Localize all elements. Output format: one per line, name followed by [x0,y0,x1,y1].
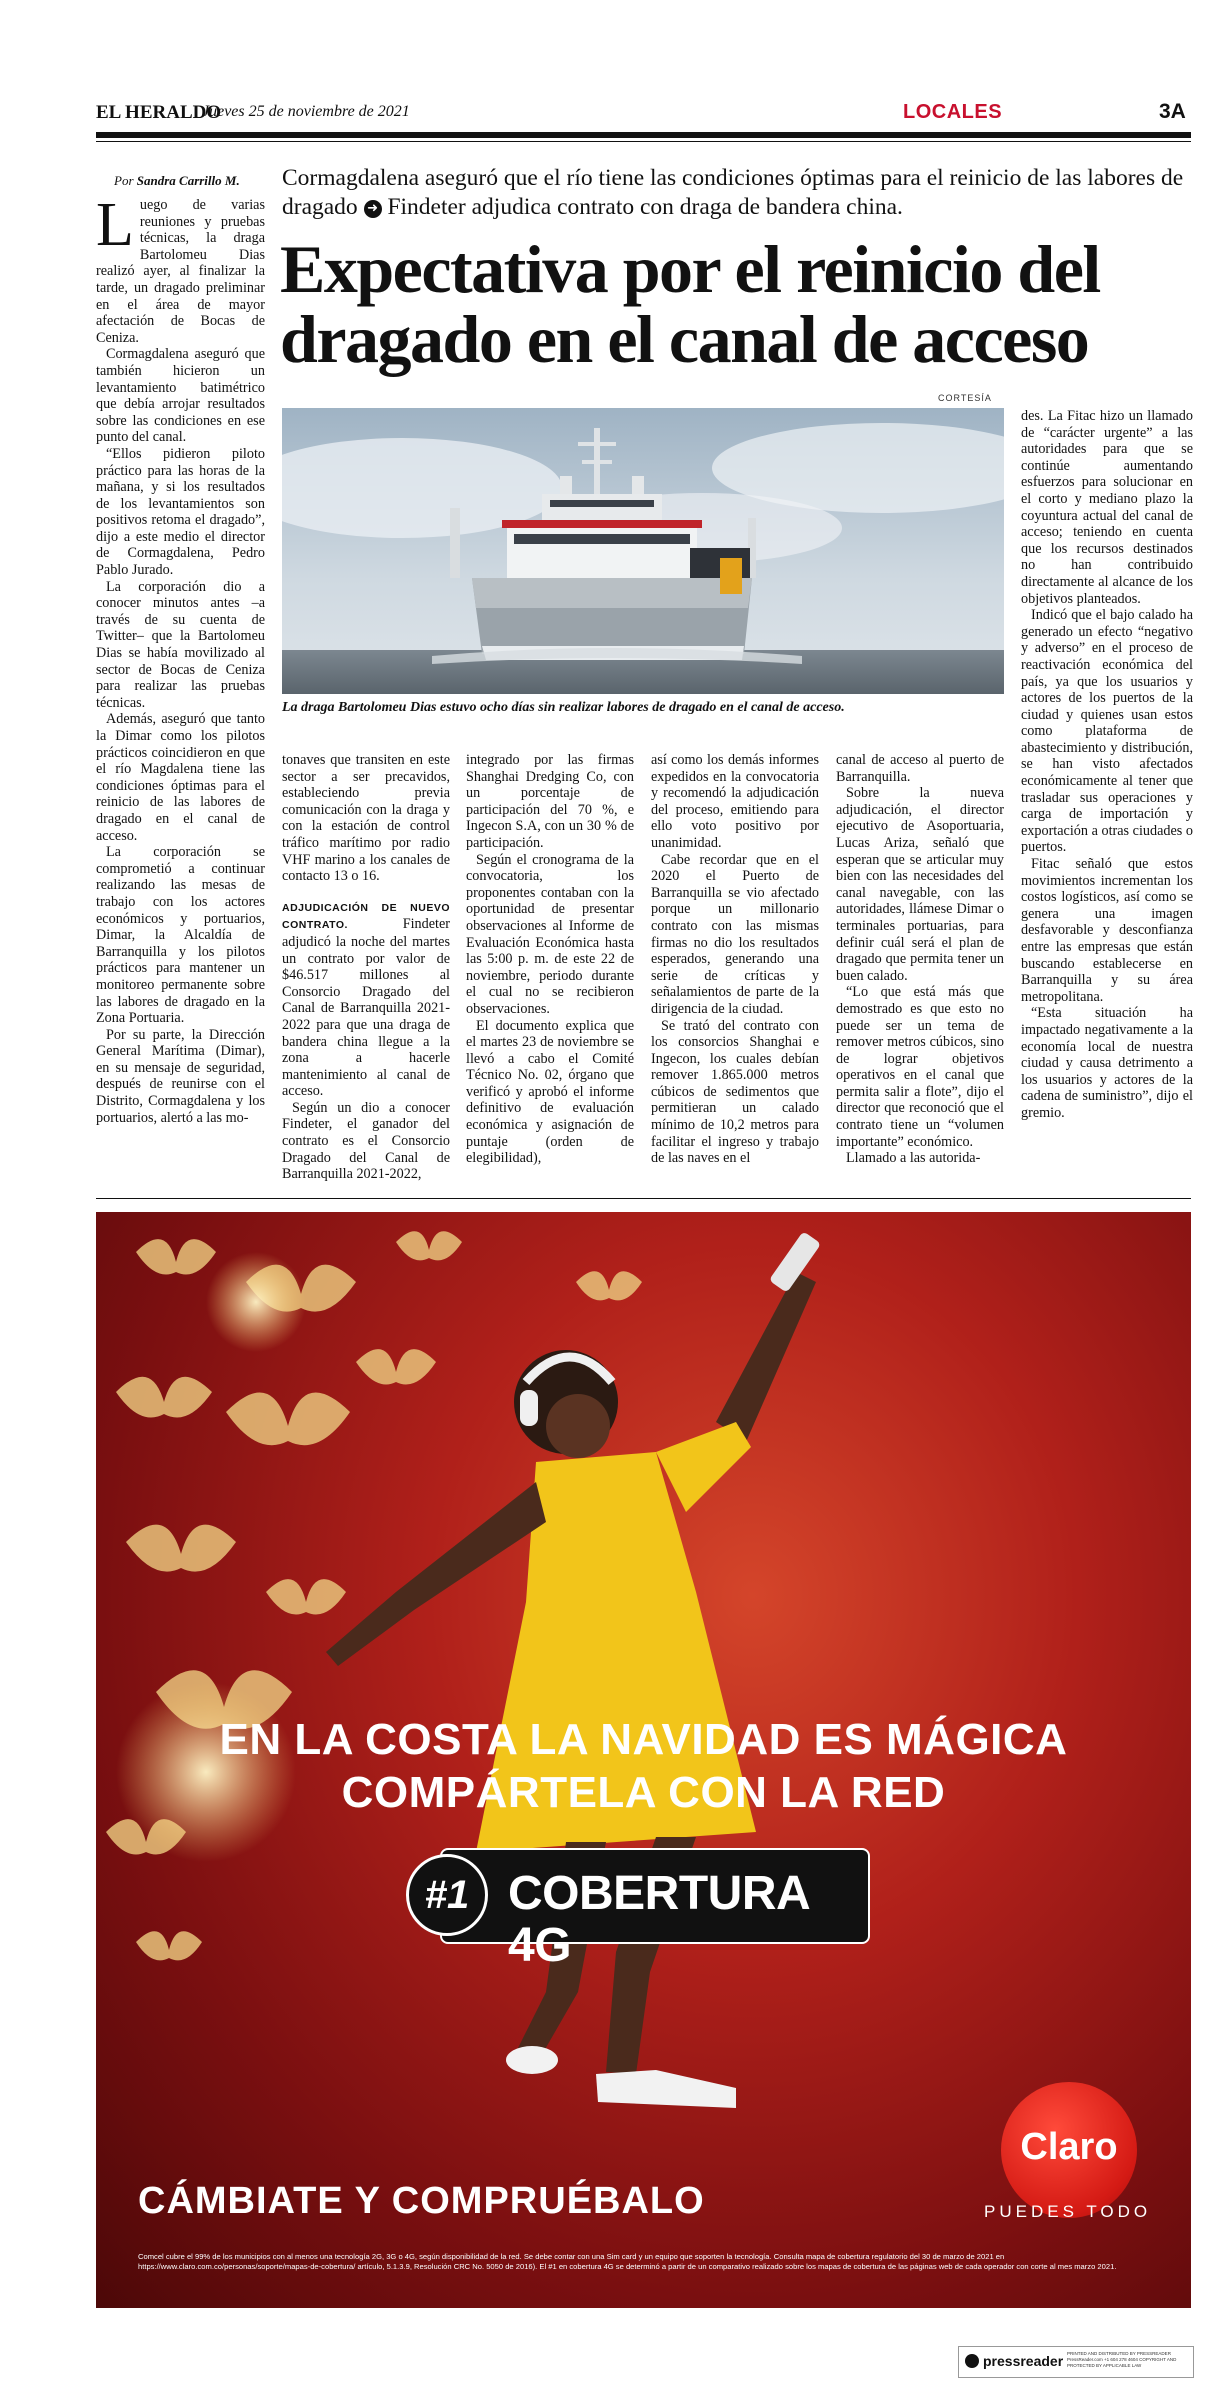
dredger-photo [282,408,1004,694]
badge-number: #1 [406,1854,488,1936]
article-column-left [96,197,265,1157]
ad-headline-1: EN LA COSTA LA NAVIDAD ES MÁGICA [219,1715,1068,1764]
header-rule [96,132,1191,138]
pressreader-icon [965,2354,979,2368]
article-column-4 [651,752,819,1192]
article-paragraph: Por su parte, la Dirección General Marítima (Dimar), en su mensaje de seguridad, después de reunirse con el Distrito, Cormagdalena y los portuarios, alertó a las mo- [96,1026,265,1126]
article-paragraph: Además, aseguró que tanto la Dimar como los pilotos prácticos coincidieron en que el río Magdalena tiene las condiciones óptimas para el reinicio de las labores de dragado en el canal de acceso. [96,711,265,844]
article-column-right [1021,408,1193,1198]
byline [114,173,240,189]
byline-author: Sandra Carrillo M. [136,173,240,188]
article-paragraph: “Ellos pidieron piloto práctico para las horas de la mañana, y si los resultados de los levantamientos son positivos retoma el dragado”, dijo a este medio el director de Cormagdalena, Pedro Pablo Jurado. [96,445,265,579]
article-paragraph: La corporación se comprometió a continuar realizando las mesas de trabajo con los actores económicos y portuarios, Dimar, la Alcaldía de Barranquilla y los pilotos prácticos para mantener un monitoreo permanente sobre las labores de dragado en la Zona Portuaria. [96,844,265,1027]
article-paragraph: Sobre la nueva adjudicación, el director ejecutivo de Asoportuaria, Lucas Ariza, señaló que esperan que se articular muy bien con las necesidades del canal navegable, con las autoridades, llámese Dimar o terminales portuarias, para definir cuál será el plan de dragado que permita tener un buen calado. [836,785,1004,984]
article-paragraph: “Esta situación ha impactado negativamente a la economía local de nuestra ciudad y causa detrimento a los usuarios y actores de la cadena de suministro”, dijo el gremio. [1021,1005,1193,1121]
section-subhead: ADJUDICACIÓN DE NUEVO CONTRATO. [282,901,450,932]
article-paragraph: Según un dio a conocer Findeter, el ganador del contrato es el Consorcio Dragado del Canal de Barranquilla 2021-2022, [282,1099,450,1183]
article-paragraph: “Lo que está más que demostrado es que esto no puede ser un tema de remover metros cúbicos, sino de lograr objetivos operativos en el canal que permita salir a flote”, dijo el director que reconoció que el contrato tiene un “volumen importante” económico. [836,984,1004,1150]
ad-call-to-action[interactable]: CÁMBIATE Y COMPRUÉBALO [138,2180,705,2222]
article-paragraph: des. La Fitac hizo un llamado de “carácter urgente” a las autoridades para que se continúe aumentando esfuerzos para solucionar en el corto y mediano plazo la coyuntura actual del canal de acceso; teniendo en cuenta que los recursos destinados no han contribuido directamente al alcance de los objetivos planteados. [1021,408,1193,607]
article-paragraph: ADJUDICACIÓN DE NUEVO CONTRATO. Findeter adjudicó la noche del martes un contrato por valor de $46.517 millones al Consorcio Dragado del Canal de Barranquilla 2021-2022 para que una draga de bandera china llegue a la zona a hacerle mantenimiento al canal de acceso. [282,901,450,1100]
page-number: 3A [1159,100,1186,123]
article-paragraph: Llamado a las autorida- [846,1150,981,1167]
masthead-brand: EL HERALDO [96,102,222,123]
deck-text-2: Findeter adjudica contrato con draga de bandera china. [387,194,903,220]
photo-caption: La draga Bartolomeu Dias estuvo ocho días sin realizar labores de dragado en el canal de acceso. [282,700,845,715]
article-column-2 [282,752,450,1192]
article-paragraph: integrado por las firmas Shanghai Dredging Co, con un porcentaje de participación del 70 %, e Ingecon S.A, con un 30 % de participación. [466,752,634,851]
article-paragraph: El documento explica que el martes 23 de noviembre se llevó a cabo el Comité Técnico No. 02, órgano que verificó y aprobó el informe definitivo de evaluación económica y asignación de puntaje (orden de elegibilidad), [466,1017,634,1167]
dredger-ship-image [282,408,1004,694]
claro-logo[interactable] [1001,2082,1137,2218]
claro-logo-text: Claro [1020,2126,1118,2168]
arrow-right-icon: ➜ [364,200,382,218]
section-label: LOCALES [903,101,1003,123]
article-paragraph: Se trató del contrato con los consorcios Shanghai e Ingecon, los cuales debían remover 1.865.000 metros cúbicos de sedimentos que permitieran un calado mínimo de 10,2 metros para facilitar el ingreso y trabajo de las naves en el [651,1017,819,1167]
header-rule-thin [96,141,1191,142]
article-paragraph: La corporación dio a conocer minutos antes –a través de su cuenta de Twitter– que la Bartolomeu Dias se había movilizado al sector de Bocas de Ceniza para realizar las pruebas técnicas. [96,578,265,711]
pressreader-fine-print: PRINTED AND DISTRIBUTED BY PRESSREADER PressReader.com +1 604 278 4604 COPYRIGHT AND PROTECTED BY APPLICABLE LAW [1067,2351,1177,2368]
ad-tagline: PUEDES TODO [984,2202,1152,2221]
article-column-5 [836,752,1004,1192]
article-paragraph: canal de acceso al puerto de Barranquilla. [836,752,1004,785]
article-paragraph: Cormagdalena aseguró que también hicieron un levantamiento batimétrico que debía arrojar resultados sobre las condiciones en ese punto del canal. [96,346,265,446]
article-paragraph: tonaves que transiten en este sector a ser precavidos, estableciendo previa comunicación con la draga y con la estación de control tráfico marítimo por radio VHF marino a los canales de contacto 13 o 16. [282,752,450,885]
claro-advertisement[interactable] [96,1212,1191,2308]
byline-prefix: Por [114,173,134,188]
article-column-3 [466,752,634,1192]
pressreader-logo[interactable] [958,2346,1194,2378]
deck-text: Cormagdalena aseguró que el río tiene las condiciones óptimas para el reinicio de las labores de dragado [282,165,1184,220]
article-paragraph: Según el cronograma de la convocatoria, los proponentes contaban con la oportunidad de presentar observaciones al Informe de Evaluación Económica hasta las 5:00 p. m. de este 22 de noviembre, periodo durante el cual no se recibieron observaciones. [466,851,634,1017]
ad-legal-text: Comcel cubre el 99% de los municipios con al menos una tecnología 2G, 3G o 4G, según disponibilidad de la red. Se debe contar con una Sim card y un equipo que soporten la tecnología. Consulta mapa de cobertura regulatorio del 30 de marzo de 2021 en https://www.claro.com.co/personas/soporte/mapas-de-cobertura/ artículo, 5.1.3.9, Resolución CRC No. 5050 de 2016). El #1 en cobertura 4G se determinó a partir de un comparativo realizado sobre los mapas de cobertura de las páginas web de cada operador con corte al mes marzo 2021. [138,2252,1117,2271]
ad-headline-2: COMPÁRTELA CON LA RED [341,1768,946,1817]
article-paragraph: Fitac señaló que estos movimientos incrementan los costos logísticos, así como se genera una imagen desfavorable y desconfianza entre las empresas que están buscando establecerse en Barranquilla y su área metropolitana. [1021,856,1193,1005]
badge-text: COBERTURA 4G [508,1867,809,1972]
headline: Expectativa por el reinicio del dragado en el canal de acceso [280,231,1100,377]
article-deck [282,164,1192,222]
article-paragraph: Luego de varias reuniones y pruebas técnicas, la draga Bartolomeu Dias realizó ayer, al finalizar la tarde, un dragado preliminar en el área de mayor afectación de Bocas de Ceniza. [96,197,265,346]
ad-divider [96,1198,1191,1199]
pressreader-name: pressreader [983,2353,1064,2369]
masthead-date: Jueves 25 de noviembre de 2021 [202,103,410,120]
drop-cap: L [96,197,134,259]
article-paragraph: así como los demás informes expedidos en la convocatoria y recomendó la adjudicación del proceso, emitiendo para ello voto positivo por unanimidad. [651,752,819,851]
article-paragraph: Indicó que el bajo calado ha generado un efecto “negativo y adverso” en el proceso de reactivación económica del país, ya que los usuarios y actores de los puertos de la ciudad y quienes usan estos como plataforma de abastecimiento y distribución, se han visto afectados económicamente al tener que trasladar sus operaciones y carga de importación y exportación a otras ciudades o puertos. [1021,607,1193,856]
article-paragraph: Cabe recordar que en el 2020 el Puerto de Barranquilla se vio afectado porque un millonario contrato con las mismas firmas no dio los resultados esperados, generando una serie de críticas y señalamientos de parte de la dirigencia de la ciudad. [651,851,819,1017]
coverage-badge [406,1840,876,1972]
photo-credit: CORTESÍA [938,393,992,403]
